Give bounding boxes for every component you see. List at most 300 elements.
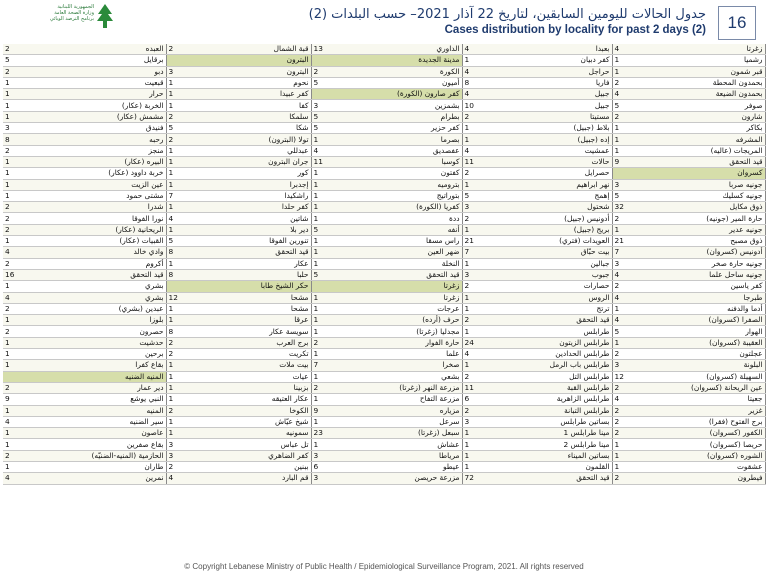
locality-name: عبدين (بشري)	[31, 303, 166, 314]
case-count: 1	[311, 315, 336, 326]
locality-name: تولا (البترون)	[188, 134, 311, 145]
case-count: 1	[462, 134, 487, 145]
case-count: 1	[462, 292, 487, 303]
locality-name: الريحانية (عكار)	[31, 224, 166, 235]
locality-name: نورا الفوقا	[31, 213, 166, 224]
locality-name: فاريا	[487, 77, 612, 88]
locality-name: ذوق مصبح	[637, 236, 765, 247]
case-count: 1	[311, 303, 336, 314]
case-count: 2	[166, 461, 188, 472]
case-count: 2	[3, 224, 31, 235]
case-count: 1	[3, 349, 31, 360]
locality-name: جبوب	[487, 269, 612, 280]
locality-name: بشمزين	[336, 100, 462, 111]
locality-name: عين الزيت	[31, 179, 166, 190]
case-count: 16	[3, 269, 31, 280]
locality-name: نهر ابراهيم	[487, 179, 612, 190]
locality-name: كفر دبيان	[487, 55, 612, 66]
locality-name: بيت ملات	[188, 360, 311, 371]
locality-name: قيد التحقق	[637, 156, 765, 167]
case-count: 1	[462, 428, 487, 439]
case-count: 1	[3, 156, 31, 167]
case-count: 1	[612, 145, 637, 156]
case-count: 1	[612, 123, 637, 134]
locality-name: مينا طرابلس 1	[487, 428, 612, 439]
locality-name: بعبدا	[487, 44, 612, 55]
case-count: 5	[612, 190, 637, 201]
locality-name: سرعل	[336, 416, 462, 427]
header	[0, 0, 768, 44]
case-count: 1	[311, 349, 336, 360]
table-row	[3, 156, 765, 167]
case-count: 1	[311, 439, 336, 450]
locality-name: طرابلس	[487, 326, 612, 337]
case-count: 3	[311, 100, 336, 111]
locality-name: برقايل	[31, 55, 166, 66]
case-count: 2	[166, 134, 188, 145]
case-count: 5	[311, 269, 336, 280]
case-count: 32	[612, 202, 637, 213]
locality-name: طرابلس الحدادين	[487, 349, 612, 360]
case-count: 4	[462, 66, 487, 77]
case-count: 12	[612, 371, 637, 382]
locality-name: عرجات	[336, 303, 462, 314]
table-row	[3, 190, 765, 201]
locality-name: عيطو	[336, 461, 462, 472]
case-count: 1	[166, 382, 188, 393]
table-row	[3, 111, 765, 122]
table-row	[3, 281, 765, 292]
table-row	[3, 236, 765, 247]
case-count: 8	[3, 134, 31, 145]
locality-name: بقاع كفرا	[31, 360, 166, 371]
locality-name: بحمدون الضيعة	[637, 89, 765, 100]
case-count: 1	[462, 258, 487, 269]
locality-name: قبة الشمال	[188, 44, 311, 55]
locality-name: سويسة عكار	[188, 326, 311, 337]
case-count: 1	[311, 236, 336, 247]
case-count: 1	[462, 123, 487, 134]
case-count: 1	[612, 337, 637, 348]
locality-name: بريج (جبيل)	[487, 224, 612, 235]
locality-name: جران البترون	[188, 156, 311, 167]
table-row	[3, 405, 765, 416]
locality-name: بزبينا	[188, 382, 311, 393]
locality-name: ترتج	[487, 303, 612, 314]
locality-name: كفا	[188, 100, 311, 111]
case-count: 1	[166, 89, 188, 100]
locality-name: غزير	[637, 405, 765, 416]
locality-name: علما	[336, 349, 462, 360]
locality-name: جبيل	[487, 89, 612, 100]
case-count: 1	[166, 156, 188, 167]
locality-name: حكر الشيخ طابا	[188, 281, 311, 292]
locality-name: البلونة	[637, 360, 765, 371]
case-count: 2	[3, 450, 31, 461]
locality-name: جعيتا	[637, 394, 765, 405]
locality-name: فنيدق	[31, 123, 166, 134]
locality-name: ضهر العين	[336, 247, 462, 258]
case-count: 1	[166, 224, 188, 235]
case-count: 5	[311, 111, 336, 122]
case-count: 4	[612, 89, 637, 100]
table-row	[3, 315, 765, 326]
case-count: 4	[462, 145, 487, 156]
case-count: 2	[3, 258, 31, 269]
case-count: 1	[612, 461, 637, 472]
table-row	[3, 428, 765, 439]
locality-name: المريجات (عاليه)	[637, 145, 765, 156]
locality-name: المنيه الضنيه	[31, 371, 166, 382]
case-count: 21	[462, 236, 487, 247]
table-row	[3, 439, 765, 450]
case-count: 4	[3, 473, 31, 484]
locality-name: حارة المير (جونيه)	[637, 213, 765, 224]
case-count: 7	[166, 190, 188, 201]
locality-name: كور	[188, 168, 311, 179]
copyright-footer: © Copyright Lebanese Ministry of Public Health / Epidemiological Surveillance Program, 2021. All rights reserved	[184, 562, 584, 571]
case-count: 1	[311, 190, 336, 201]
locality-name: تكريت	[188, 349, 311, 360]
table-row	[3, 55, 765, 66]
locality-name: أميون	[336, 77, 462, 88]
case-count: 1	[3, 337, 31, 348]
locality-name: ببنين	[188, 461, 311, 472]
case-count: 3	[311, 473, 336, 484]
case-count: 1	[311, 258, 336, 269]
table-row	[3, 89, 765, 100]
case-count: 1	[462, 179, 487, 190]
case-count	[166, 281, 188, 292]
case-count: 2	[612, 111, 637, 122]
case-count: 1	[166, 179, 188, 190]
locality-name: مستيتا	[487, 111, 612, 122]
case-count: 1	[612, 303, 637, 314]
case-count: 5	[3, 55, 31, 66]
locality-name: حصرايل	[487, 168, 612, 179]
case-count: 1	[311, 394, 336, 405]
case-count: 1	[3, 405, 31, 416]
table-row	[3, 66, 765, 77]
locality-name: إده (جبيل)	[487, 134, 612, 145]
case-count: 1	[3, 315, 31, 326]
locality-name: كفر حلدا	[188, 202, 311, 213]
locality-name: المشرفه	[637, 134, 765, 145]
case-count: 2	[612, 281, 637, 292]
case-count: 8	[166, 326, 188, 337]
locality-name: سمونيه	[188, 428, 311, 439]
locality-name: عشاش	[336, 439, 462, 450]
locality-name: عرقا	[188, 315, 311, 326]
case-count: 1	[166, 168, 188, 179]
case-count: 1	[166, 416, 188, 427]
case-count: 2	[3, 145, 31, 156]
case-count: 1	[3, 281, 31, 292]
locality-name: كفر الضاهري	[188, 450, 311, 461]
locality-name: صخرا	[336, 360, 462, 371]
case-count	[311, 281, 336, 292]
case-count: 1	[311, 326, 336, 337]
locality-name: تل عباس	[188, 439, 311, 450]
table-row	[3, 168, 765, 179]
case-count: 1	[612, 224, 637, 235]
locality-name: حلبا	[188, 269, 311, 280]
locality-name: بشعي	[336, 371, 462, 382]
title-arabic: جدول الحالات لليومين السابقين، لتاريخ 22 آذار 2021– حسب البلدات (2)	[308, 7, 706, 22]
case-count: 1	[311, 292, 336, 303]
case-count: 3	[166, 439, 188, 450]
case-count: 2	[3, 303, 31, 314]
locality-name: شيخ عيّاش	[188, 416, 311, 427]
case-count: 1	[166, 315, 188, 326]
locality-name: فيطرون	[637, 473, 765, 484]
case-count: 1	[462, 439, 487, 450]
case-count: 2	[462, 315, 487, 326]
case-count: 2	[311, 66, 336, 77]
locality-name: كفر صارون (الكورة)	[336, 89, 462, 100]
case-count: 1	[166, 100, 188, 111]
case-count: 8	[462, 77, 487, 88]
locality-name: العويدات (فتري)	[487, 236, 612, 247]
case-count: 5	[166, 123, 188, 134]
locality-name: البترون	[188, 66, 311, 77]
locality-name: عبدللي	[188, 145, 311, 156]
locality-name: كفر عبيدا	[188, 89, 311, 100]
locality-name: بيت حبّاق	[487, 247, 612, 258]
case-count: 1	[166, 360, 188, 371]
locality-name: شحتول	[487, 202, 612, 213]
locality-name: السهيلة (كسروان)	[637, 371, 765, 382]
case-count: 1	[3, 77, 31, 88]
case-count: 1	[311, 416, 336, 427]
locality-name: كفر حزير	[336, 123, 462, 134]
case-count: 2	[612, 473, 637, 484]
locality-name: كفر ياسين	[637, 281, 765, 292]
locality-name: مرياطا	[336, 450, 462, 461]
case-count: 11	[311, 156, 336, 167]
case-count: 4	[166, 473, 188, 484]
table-row	[3, 213, 765, 224]
case-count: 3	[311, 450, 336, 461]
case-count: 2	[311, 337, 336, 348]
case-count: 2	[3, 44, 31, 55]
case-count: 3	[612, 258, 637, 269]
case-count: 6	[462, 394, 487, 405]
table-row	[3, 269, 765, 280]
cases-table	[3, 44, 766, 485]
locality-name: حصرون	[31, 326, 166, 337]
locality-name: الكورة	[336, 66, 462, 77]
locality-name: أكروم	[31, 258, 166, 269]
case-count: 4	[462, 89, 487, 100]
locality-name: تنورين الفوقا	[188, 236, 311, 247]
locality-name: عكار العتيقه	[188, 394, 311, 405]
case-count: 1	[166, 77, 188, 88]
locality-name: مشتى حمود	[31, 190, 166, 201]
table-row	[3, 371, 765, 382]
locality-name: كوسبا	[336, 156, 462, 167]
case-count: 2	[311, 382, 336, 393]
case-count: 2	[3, 326, 31, 337]
case-count: 3	[462, 269, 487, 280]
case-count: 1	[462, 360, 487, 371]
locality-name: راس مسقا	[336, 236, 462, 247]
case-count: 1	[311, 202, 336, 213]
case-count: 2	[462, 281, 487, 292]
case-count: 1	[462, 450, 487, 461]
locality-name: برج العرب	[188, 337, 311, 348]
case-count: 1	[612, 450, 637, 461]
locality-name: رشميا	[637, 55, 765, 66]
table-row	[3, 337, 765, 348]
table-row	[3, 473, 765, 484]
case-count: 1	[462, 461, 487, 472]
locality-name: طرابلس التبانة	[487, 405, 612, 416]
locality-name: مزرعة حريصن	[336, 473, 462, 484]
table-row	[3, 303, 765, 314]
locality-name: بقاع صفرين	[31, 439, 166, 450]
locality-name: بكاكر	[637, 123, 765, 134]
locality-name: عيات	[188, 371, 311, 382]
locality-name: كفتون	[336, 168, 462, 179]
locality-name: أدونيس (كسروان)	[637, 247, 765, 258]
locality-name: جونيه كسليك	[637, 190, 765, 201]
locality-name: جونيه ساحل علما	[637, 269, 765, 280]
locality-name: قيد التحقق	[487, 315, 612, 326]
table-row	[3, 360, 765, 371]
locality-name: حالات	[487, 156, 612, 167]
case-count: 9	[311, 405, 336, 416]
table-row	[3, 292, 765, 303]
case-count: 1	[3, 461, 31, 472]
table-row	[3, 44, 765, 55]
case-count: 1	[3, 190, 31, 201]
locality-name: بطرام	[336, 111, 462, 122]
locality-name: طرابلس الزاهرية	[487, 394, 612, 405]
case-count: 2	[612, 213, 637, 224]
case-count: 11	[462, 156, 487, 167]
locality-name: بشري	[31, 292, 166, 303]
case-count: 2	[462, 111, 487, 122]
locality-name: صوفر	[637, 100, 765, 111]
locality-name: بتروميه	[336, 179, 462, 190]
locality-name: قيد التحقق	[336, 269, 462, 280]
case-count: 2	[3, 202, 31, 213]
locality-name: ددة	[336, 213, 462, 224]
locality-name: القبيات (عكار)	[31, 236, 166, 247]
locality-name: بصرما	[336, 134, 462, 145]
locality-name: شارون	[637, 111, 765, 122]
table-row	[3, 123, 765, 134]
locality-name: الشوره (كسروان)	[637, 450, 765, 461]
locality-name: الخربة (عكار)	[31, 100, 166, 111]
locality-name: البيره (عكار)	[31, 156, 166, 167]
case-count: 4	[462, 44, 487, 55]
locality-name: سبعل (زغرتا)	[336, 428, 462, 439]
case-count: 4	[166, 213, 188, 224]
locality-name: عكار	[188, 258, 311, 269]
case-count: 1	[462, 326, 487, 337]
locality-name: حصارات	[487, 281, 612, 292]
locality-name: قبعيت	[31, 77, 166, 88]
case-count: 3	[612, 179, 637, 190]
locality-name: عجلتون	[637, 349, 765, 360]
case-count: 2	[166, 337, 188, 348]
case-count: 1	[3, 439, 31, 450]
case-count: 8	[166, 247, 188, 258]
table-row	[3, 349, 765, 360]
case-count: 1	[3, 100, 31, 111]
case-count: 7	[462, 247, 487, 258]
case-count: 1	[3, 236, 31, 247]
locality-name: الحازمية (المنيه-الضنيّه)	[31, 450, 166, 461]
locality-name: كسروان	[637, 168, 765, 179]
locality-name: طرابلس الزيتون	[487, 337, 612, 348]
case-count: 3	[166, 66, 188, 77]
case-count: 4	[3, 247, 31, 258]
locality-name: مشحا	[188, 292, 311, 303]
locality-name: الكوخا	[188, 405, 311, 416]
locality-name: الداوري	[336, 44, 462, 55]
locality-name: برحين	[31, 349, 166, 360]
case-count: 1	[3, 111, 31, 122]
case-count: 2	[166, 349, 188, 360]
locality-name: البترون	[188, 55, 311, 66]
locality-name: حرف (أرده)	[336, 315, 462, 326]
locality-name: عفصديق	[336, 145, 462, 156]
case-count: 1	[612, 134, 637, 145]
case-count: 1	[166, 202, 188, 213]
locality-name: جونيه صربا	[637, 179, 765, 190]
case-count: 4	[612, 269, 637, 280]
case-count: 2	[166, 111, 188, 122]
locality-name: كفريا (الكورة)	[336, 202, 462, 213]
locality-name: المنيه	[31, 405, 166, 416]
locality-name: النخلة	[336, 258, 462, 269]
table-row	[3, 145, 765, 156]
locality-name: راشكيدا	[188, 190, 311, 201]
locality-name: وادي خالد	[31, 247, 166, 258]
case-count: 1	[311, 247, 336, 258]
table-row	[3, 77, 765, 88]
case-count: 1	[462, 224, 487, 235]
locality-name: بساتين طرابلس	[487, 416, 612, 427]
table-row	[3, 382, 765, 393]
case-count: 3	[462, 416, 487, 427]
case-count: 1	[311, 371, 336, 382]
locality-name: عين الريحانة (كسروان)	[637, 382, 765, 393]
case-count	[166, 55, 188, 66]
locality-name: عاصون	[31, 428, 166, 439]
case-count: 5	[612, 100, 637, 111]
case-count: 9	[612, 156, 637, 167]
locality-name: الكفور (كسروان)	[637, 428, 765, 439]
case-count: 5	[311, 77, 336, 88]
case-count: 2	[612, 382, 637, 393]
locality-name: برج الفتوح (فقرا)	[637, 416, 765, 427]
locality-name: عشقوت	[637, 461, 765, 472]
locality-name: عمشيت	[487, 145, 612, 156]
case-count: 5	[462, 190, 487, 201]
locality-name: جونيه حارة صخر	[637, 258, 765, 269]
case-count: 2	[462, 405, 487, 416]
locality-name: بحمدون المحطة	[637, 77, 765, 88]
locality-name: مينا طرابلس 2	[487, 439, 612, 450]
table-row	[3, 461, 765, 472]
case-count: 7	[311, 360, 336, 371]
case-count: 4	[462, 349, 487, 360]
case-count: 1	[3, 428, 31, 439]
